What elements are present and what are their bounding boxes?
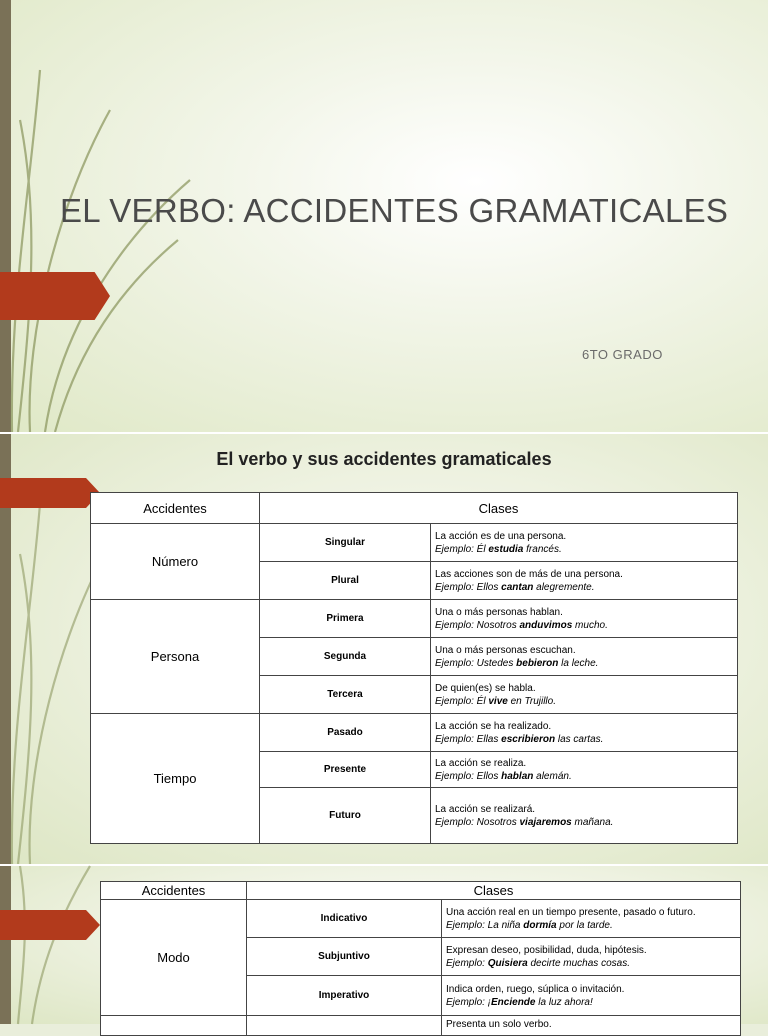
example-text: Ejemplo: Nosotros viajaremos mañana. xyxy=(435,816,614,828)
header-accidentes: Accidentes xyxy=(101,882,247,900)
example-text: Ejemplo: Nosotros anduvimos mucho. xyxy=(435,619,608,631)
slide-heading: El verbo y sus accidentes gramaticales xyxy=(216,449,552,469)
slide-subtitle: 6TO GRADO xyxy=(582,347,663,362)
table-row xyxy=(91,524,738,562)
arrow-marker xyxy=(0,910,100,940)
header-accidentes: Accidentes xyxy=(91,493,260,524)
description-cell xyxy=(431,524,738,562)
class-cell: Imperativo xyxy=(247,976,442,1016)
group-cell: Número xyxy=(91,524,260,600)
header-clases: Clases xyxy=(260,493,738,524)
definition-text: De quien(es) se habla. xyxy=(435,682,536,694)
class-cell: Tercera xyxy=(260,676,431,714)
accidentes-table xyxy=(90,492,738,844)
class-cell: Segunda xyxy=(260,638,431,676)
modo-slide xyxy=(0,866,768,1030)
example-text: Ejemplo: Él estudia francés. xyxy=(435,543,562,555)
description-cell xyxy=(431,600,738,638)
modo-table xyxy=(100,881,741,1036)
group-cell: Persona xyxy=(91,600,260,714)
definition-text: Una acción real en un tiempo presente, pasado o futuro. xyxy=(446,906,696,918)
description-cell xyxy=(431,752,738,788)
definition-text: La acción se realiza. xyxy=(435,757,527,769)
description-cell xyxy=(431,562,738,600)
class-cell: Pasado xyxy=(260,714,431,752)
class-cell: Futuro xyxy=(260,788,431,844)
description-cell xyxy=(431,638,738,676)
class-cell: Primera xyxy=(260,600,431,638)
description-cell xyxy=(442,900,741,938)
definition-text: Las acciones son de más de una persona. xyxy=(435,568,623,580)
description-cell xyxy=(431,788,738,844)
definition-text: Indica orden, ruego, súplica o invitación. xyxy=(446,983,625,995)
description-cell xyxy=(431,714,738,752)
definition-text: Una o más personas hablan. xyxy=(435,606,563,618)
example-text: Ejemplo: Ellos hablan alemán. xyxy=(435,770,572,782)
example-text: Ejemplo: La niña dormía por la tarde. xyxy=(446,919,613,931)
class-cell: Indicativo xyxy=(247,900,442,938)
slide-title: EL VERBO: ACCIDENTES GRAMATICALES xyxy=(60,192,729,229)
title-slide xyxy=(0,0,768,432)
class-cell: Plural xyxy=(260,562,431,600)
table-row xyxy=(91,600,738,638)
slide-left-bar xyxy=(0,0,11,432)
example-text: Ejemplo: Ustedes bebieron la leche. xyxy=(435,657,599,669)
table-header-row xyxy=(91,493,738,524)
table-row xyxy=(101,900,741,938)
class-cell: Presente xyxy=(260,752,431,788)
definition-text: Expresan deseo, posibilidad, duda, hipótesis. xyxy=(446,944,647,956)
header-clases: Clases xyxy=(247,882,741,900)
class-cell: Singular xyxy=(260,524,431,562)
group-cell: Modo xyxy=(101,900,247,1016)
description-cell xyxy=(431,676,738,714)
example-text: Ejemplo: Quisiera decirte muchas cosas. xyxy=(446,957,630,969)
table-row xyxy=(101,1016,741,1036)
class-cell xyxy=(247,1016,442,1036)
definition-text: La acción se ha realizado. xyxy=(435,720,552,732)
arrow-marker xyxy=(0,272,110,320)
description-cell xyxy=(442,976,741,1016)
example-text: Ejemplo: Él vive en Trujillo. xyxy=(435,695,556,707)
slide-left-bar xyxy=(0,866,11,1024)
arrow-marker xyxy=(0,478,100,508)
definition-text: La acción es de una persona. xyxy=(435,530,567,542)
definition-text: Una o más personas escuchan. xyxy=(435,644,576,656)
example-text: Ejemplo: ¡Enciende la luz ahora! xyxy=(446,996,593,1008)
description-cell: Presenta un solo verbo. xyxy=(442,1016,741,1036)
description-cell xyxy=(442,938,741,976)
group-cell xyxy=(101,1016,247,1036)
table-header-row xyxy=(101,882,741,900)
table-slide xyxy=(0,434,768,864)
definition-text: La acción se realizará. xyxy=(435,803,536,815)
group-cell: Tiempo xyxy=(91,714,260,844)
table-row xyxy=(91,714,738,752)
class-cell: Subjuntivo xyxy=(247,938,442,976)
example-text: Ejemplo: Ellas escribieron las cartas. xyxy=(435,733,604,745)
example-text: Ejemplo: Ellos cantan alegremente. xyxy=(435,581,595,593)
